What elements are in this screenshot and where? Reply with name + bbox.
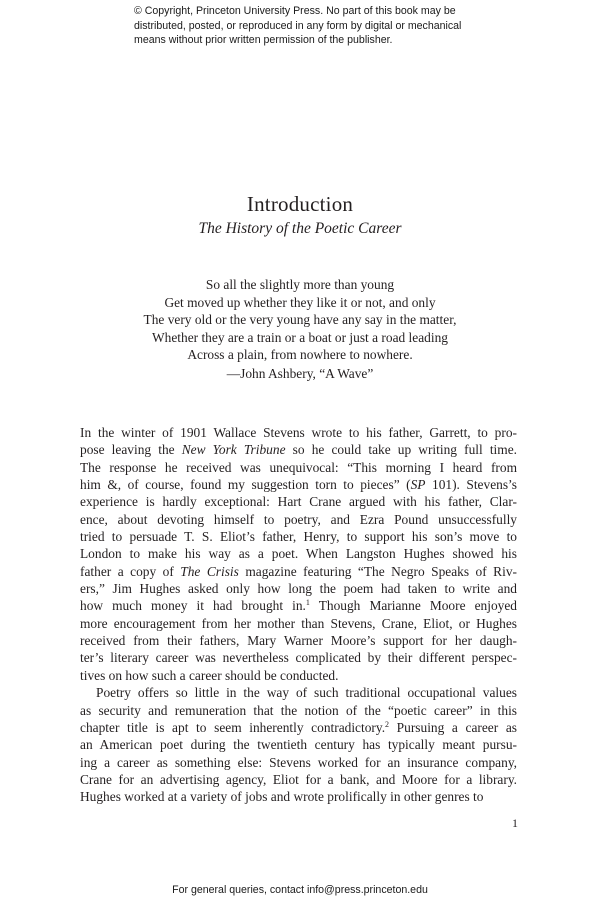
- italic-title: SP: [410, 477, 426, 493]
- text-segment: ter’s literary career was nevertheless complicated by their different perspec-: [80, 650, 517, 666]
- epigraph-line: Across a plain, from nowhere to nowhere.: [187, 347, 413, 363]
- body-line: [80, 545, 517, 562]
- text-segment: Pursuing a career as: [389, 719, 517, 735]
- text-segment: father a copy of: [80, 563, 181, 579]
- body-line: [80, 424, 517, 441]
- body-line: [80, 476, 517, 493]
- epigraph-line: Whether they are a train or a boat or just a road leading: [152, 329, 448, 345]
- body-line: [80, 563, 517, 580]
- text-segment: pose leaving the: [80, 442, 182, 458]
- text-segment: Poetry offers so little in the way of such traditional occupational values: [96, 685, 517, 701]
- epigraph: [0, 276, 600, 383]
- body-line: [80, 702, 517, 719]
- text-segment: him &, of course, found my suggestion torn to pieces” (: [80, 477, 411, 493]
- footnote-marker: 1: [305, 598, 310, 608]
- text-segment: received from their fathers, Mary Warner Moore’s support for her daugh-: [80, 633, 517, 649]
- footer-contact: For general queries, contact info@press.princeton.edu: [172, 884, 428, 896]
- italic-title: New York Tribune: [181, 442, 286, 458]
- epigraph-attribution: —John Ashbery, “A Wave”: [226, 365, 374, 381]
- italic-title: The Crisis: [180, 563, 239, 579]
- body-text: [80, 424, 517, 806]
- text-segment: as security and remuneration that the notion of the “poetic career” in this: [80, 702, 517, 718]
- body-line: [80, 719, 517, 736]
- chapter-title: Introduction: [246, 192, 354, 216]
- text-segment: ing a career as something else: Stevens worked for an insurance company,: [80, 754, 517, 770]
- body-line: [80, 771, 517, 788]
- text-segment: Hughes worked at a variety of jobs and wrote prolifically in other genres to: [80, 789, 484, 805]
- text-segment: London to make his way as a poet. When Langston Hughes showed his: [80, 546, 517, 562]
- text-segment: tives on how such a career should be conducted.: [80, 667, 339, 683]
- body-line: [80, 528, 517, 545]
- chapter-subtitle: The History of the Poetic Career: [198, 220, 402, 237]
- body-line: [80, 597, 517, 614]
- body-line: [80, 667, 517, 684]
- body-line: [80, 441, 517, 458]
- page-number: 1: [512, 816, 518, 830]
- body-line: [80, 684, 517, 701]
- text-segment: magazine featuring “The Negro Speaks of Riv-: [238, 563, 517, 579]
- text-segment: so he could take up writing full time.: [285, 442, 517, 458]
- text-segment: chapter title is apt to seem inherently contradictory.: [80, 719, 386, 735]
- copyright-line: © Copyright, Princeton University Press. No part of this book may be: [134, 5, 456, 17]
- text-segment: more encouragement from her mother than Stevens, Crane, Eliot, or Hughes: [80, 615, 517, 631]
- text-segment: ence, about devoting himself to poetry, and Ezra Pound unsuccessfully: [80, 511, 517, 527]
- body-line: [80, 459, 517, 476]
- epigraph-line: The very old or the very young have any say in the matter,: [143, 312, 457, 328]
- body-line: [80, 649, 517, 666]
- text-segment: 101). Stevens’s: [425, 477, 517, 493]
- body-line: [80, 615, 517, 632]
- text-segment: Though Marianne Moore enjoyed: [309, 598, 517, 614]
- copyright-line: distributed, posted, or reproduced in any form by digital or mechanical: [134, 19, 462, 32]
- text-segment: an American poet during the twentieth century has typically meant pursu-: [80, 737, 517, 753]
- copyright-line: means without prior written permission of the publisher.: [134, 34, 393, 46]
- text-segment: In the winter of 1901 Wallace Stevens wrote to his father, Garrett, to pro-: [80, 425, 517, 440]
- body-line: [80, 632, 517, 649]
- body-line: [80, 493, 517, 510]
- epigraph-line: Get moved up whether they like it or not, and only: [164, 294, 436, 310]
- copyright-notice: [134, 4, 474, 48]
- text-segment: The response he received was unequivocal: “This morning I heard from: [80, 459, 517, 475]
- text-segment: Crane for an advertising agency, Eliot for a bank, and Moore for a library.: [80, 771, 517, 787]
- text-segment: experience is hardly exceptional: Hart Crane argued with his father, Clar-: [80, 494, 517, 510]
- body-line: [80, 788, 517, 805]
- body-line: [80, 511, 517, 528]
- text-segment: how much money it had brought in.: [80, 598, 306, 614]
- text-segment: ers,” Jim Hughes asked only how long the poem had taken to write and: [80, 581, 517, 597]
- footnote-marker: 2: [385, 719, 390, 729]
- body-line: [80, 754, 517, 771]
- body-line: [80, 736, 517, 753]
- epigraph-line: So all the slightly more than young: [205, 277, 395, 292]
- text-segment: tried to persuade T. S. Eliot’s father, Henry, to support his son’s move to: [80, 529, 517, 545]
- body-line: [80, 580, 517, 597]
